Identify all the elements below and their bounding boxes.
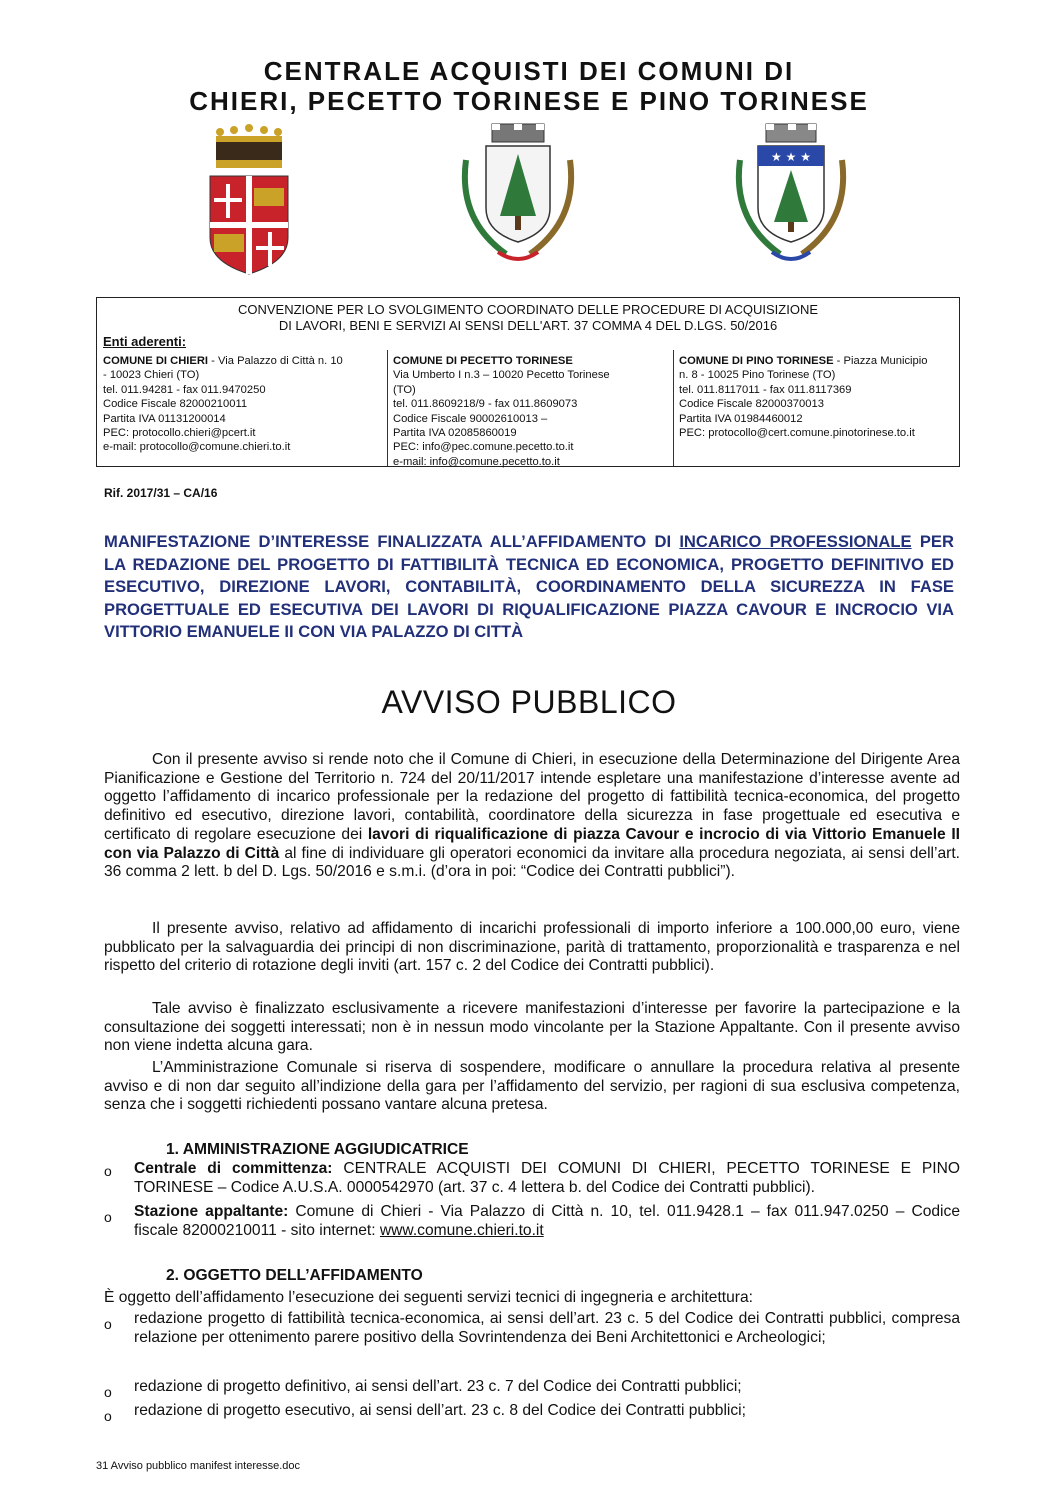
pecetto-cf: Codice Fiscale 90002610013 – [393,412,548,425]
section1-bullet-1 [134,1160,960,1197]
column-divider [673,350,674,466]
pino-address: - Piazza Municipio [833,355,928,367]
enti-aderenti-label: Enti aderenti: [103,334,187,349]
convention-line1: CONVENZIONE PER LO SVOLGIMENTO COORDINATO DELLE PROCEDURE DI ACQUISIZIONE [237,302,819,317]
chieri-coat-of-arms [206,122,292,276]
paragraph-4 [104,1059,960,1115]
centrale-text: CENTRALE ACQUISTI DEI COMUNI DI CHIERI, PECETTO TORINESE E PINO TORINESE – Codice A.U.S.A. 0000542970 (art. 37 c. 4 lettera b. del Codice dei Contratti pubblici). [134,1160,960,1196]
column-divider [387,350,388,466]
pecetto-name: COMUNE DI PECETTO TORINESE [393,355,573,367]
chieri-iva: Partita IVA 01131200014 [103,412,226,425]
p2-text: Il presente avviso, relativo ad affidamento di incarichi professionali di importo inferiore a 100.000,00 euro, viene pubblicato per la salvaguardia dei principi di non discriminazione, parità di trattamento, proporzionalità e trasparenza e nel rispetto del criterio di rotazione degli inviti (art. 157 c. 2 del Codice dei Contratti pubblici). [104,920,960,975]
stazione-label: Stazione appaltante: [134,1203,289,1220]
chieri-contact-block [103,354,385,455]
p1-text-end: al fine di individuare gli operatori economici da invitare alla procedura negoziata, ai sensi dell’art. 36 comma 2 lett. b del D. Lgs. 50/2016 e s.m.i. (d’ora in poi: “Codice dei Contratti pubblici”). [104,844,961,881]
section2-intro: È oggetto dell’affidamento l’esecuzione dei seguenti servizi tecnici di ingegneria e architettura: [104,1289,753,1306]
pino-iva: Partita IVA 01984460012 [679,412,803,425]
convention-box [96,297,960,467]
bullet-marker: o [104,1408,112,1424]
title-part1: MANIFESTAZIONE D’INTERESSE FINALIZZATA ALL’AFFIDAMENTO DI [104,532,680,551]
section1-heading: 1. AMMINISTRAZIONE AGGIUDICATRICE [166,1141,469,1158]
pecetto-prov: (TO) [393,383,416,396]
pecetto-iva: Partita IVA 02085860019 [393,427,517,440]
paragraph-3 [104,1000,960,1056]
bullet-marker: o [104,1163,112,1179]
chieri-name: COMUNE DI CHIERI [103,355,209,367]
reference-number: Rif. 2017/31 – CA/16 [104,486,218,500]
stazione-text: Comune di Chieri - Via Palazzo di Città n. 10, tel. 011.9428.1 – fax 011.947.0250 – Codice fiscale 82000210011 - sito internet: [134,1203,960,1239]
p1-text: Con il presente avviso si rende noto che il Comune di Chieri, in esecuzione della Determinazione del Dirigente Area Pianificazione e Gestione del Territorio n. 724 del 20/11/2017 intende espletare una manifestazione d’interesse avente ad oggetto l’affidamento di incarico professionale per la redazione del progetto di fattibilità tecnica-economica, del progetto definitivo ed esecutivo, direzione lavori, contabilità, coordinatore della sicurezza in fase progettuale ed esecutiva e certificato di regolare esecuzione dei [104,751,960,843]
section2-item-3: redazione di progetto esecutivo, ai sensi dell’art. 23 c. 8 del Codice dei Contratti pubblici; [134,1402,746,1419]
svg-text:★ ★ ★: ★ ★ ★ [771,150,811,164]
chieri-address: - Via Palazzo di Città n. 10 [208,355,343,367]
bullet-marker: o [104,1316,112,1332]
title-part2: PER LA REDAZIONE DEL PROGETTO DI FATTIBILITÀ TECNICA ED ECONOMICA, PROGETTO DEFINITIVO ED ESECUTIVO, DIREZIONE LAVORI, CONTABILITÀ, COORDINAMENTO DELLA SICUREZZA IN FASE PROGETTUALE ED ESECUTIVA DEI LAVORI DI RIQUALIFICAZIONE PIAZZA CAVOUR E INCROCIO VIA VITTORIO EMANUELE II CON VIA PALAZZO DI CITTÀ [104,532,954,641]
chieri-email: e-mail: protocollo@comune.chieri.to.it [103,441,291,454]
section2-heading: 2. OGGETTO DELL’AFFIDAMENTO [166,1267,423,1284]
header-title-line1: CENTRALE ACQUISTI DEI COMUNI DI [263,56,795,86]
p1-bold: lavori di riqualificazione di piazza Cavour e incrocio di via Vittorio Emanuele II con via Palazzo di Città [104,825,960,862]
document-title [104,531,954,644]
avviso-heading: AVVISO PUBBLICO [381,684,677,720]
footer-filename: 31 Avviso pubblico manifest interesse.doc [96,1460,301,1472]
p4-text: L’Amministrazione Comunale si riserva di sospendere, modificare o annullare la procedura relativa al presente avviso e di non dar seguito all’indizione della gara per l’affidamento del servizio, per ragioni di sua esclusiva competenza, senza che i soggetti richiedenti possano vantare alcuna pretesa. [104,1059,960,1114]
pino-phone: tel. 011.8117011 - fax 011.8117369 [679,383,852,396]
bullet-marker: o [104,1209,112,1225]
paragraph-2 [104,920,960,976]
bullet-marker: o [104,1384,112,1400]
title-underlined: INCARICO PROFESSIONALE [679,532,912,551]
pino-coat-of-arms [728,120,854,270]
pino-cf: Codice Fiscale 82000370013 [679,398,824,411]
chieri-cf: Codice Fiscale 82000210011 [103,398,248,411]
pecetto-phone: tel. 011.8609218/9 - fax 011.8609073 [393,398,578,411]
pecetto-contact-block [393,354,671,469]
pecetto-address: Via Umberto I n.3 – 10020 Pecetto Torinese [393,369,610,382]
section2-item-1: redazione progetto di fattibilità tecnica-economica, ai sensi dell’art. 23 c. 5 del Codice dei Contratti pubblici, compresa relazione per ottenimento parere positivo della Sovrintendenza dei Beni Architettonici e Archeologici; [134,1310,960,1346]
chieri-pec: PEC: protocollo.chieri@pcert.it [103,427,256,440]
pecetto-email: e-mail: info@comune.pecetto.to.it [393,455,560,468]
pecetto-pec: PEC: info@pec.comune.pecetto.to.it [393,441,574,454]
chieri-phone: tel. 011.94281 - fax 011.9470250 [103,383,266,396]
centrale-label: Centrale di committenza: [134,1160,333,1177]
pino-name: COMUNE DI PINO TORINESE [679,355,834,367]
pino-contact-block [679,354,959,440]
section1-bullet-2 [134,1203,960,1240]
section2-item-2: redazione di progetto definitivo, ai sensi dell’art. 23 c. 7 del Codice dei Contratti pubblici; [134,1378,742,1395]
pino-pec: PEC: protocollo@cert.comune.pinotorinese.to.it [679,427,915,440]
header-title-line2: CHIERI, PECETTO TORINESE E PINO TORINESE [189,86,869,116]
convention-line2: DI LAVORI, BENI E SERVIZI AI SENSI DELL'ART. 37 COMMA 4 DEL D.LGS. 50/2016 [278,318,778,333]
pecetto-coat-of-arms [456,120,580,270]
chieri-city: - 10023 Chieri (TO) [103,369,200,382]
website-link[interactable]: www.comune.chieri.to.it [379,1221,544,1239]
pino-city: n. 8 - 10025 Pino Torinese (TO) [679,369,836,382]
paragraph-1 [104,751,960,882]
p3-text: Tale avviso è finalizzato esclusivamente a ricevere manifestazioni d’interesse per favorire la partecipazione e la consultazione dei soggetti interessati; non è in nessun modo vincolante per la Stazione Appaltante. Con il presente avviso non viene indetta alcuna gara. [104,1000,960,1055]
